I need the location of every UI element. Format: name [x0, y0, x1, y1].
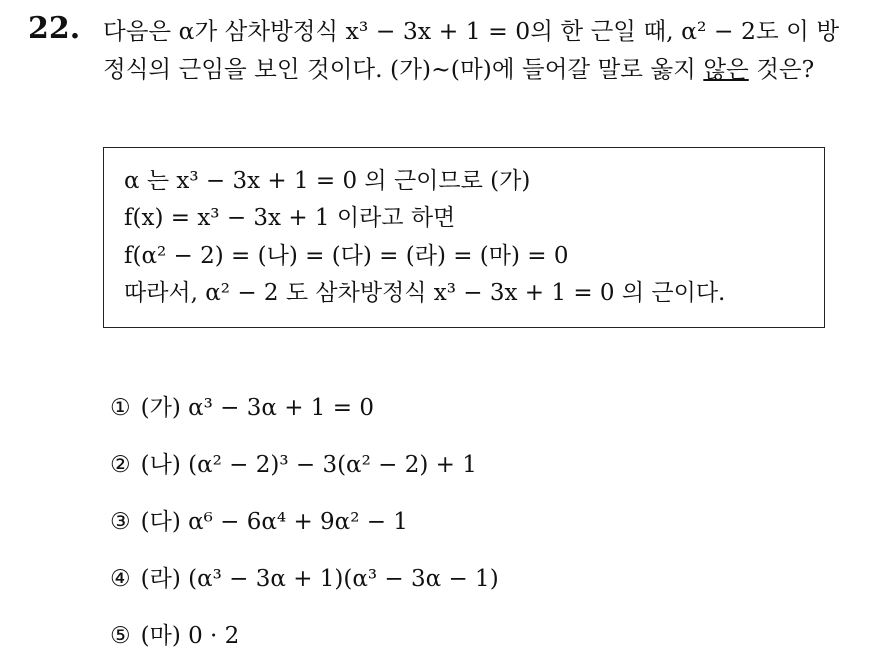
question-number: 22.: [28, 11, 81, 46]
question-text: [103, 12, 873, 88]
underlined-word: 않은: [703, 55, 749, 83]
choice-2-text: (나) (α² − 2)³ − 3(α² − 2) + 1: [140, 452, 477, 478]
choice-4-text: (라) (α³ − 3α + 1)(α³ − 3α − 1): [140, 566, 499, 592]
proof-line-4: 따라서, α² − 2 도 삼차방정식 x³ − 3x + 1 = 0 의 근이다.: [124, 280, 726, 306]
question-line-2-post: 것은?: [748, 55, 815, 83]
proof-box: [103, 147, 825, 328]
choice-1-mark: ①: [110, 395, 131, 421]
question-line-1: 다음은 α가 삼차방정식 x³ − 3x + 1 = 0의 한 근일 때, α² − 2도 이 방: [103, 17, 840, 45]
choice-2-mark: ②: [110, 452, 131, 478]
proof-line-3: f(α² − 2) = (나) = (다) = (라) = (마) = 0: [124, 243, 569, 269]
choice-1[interactable]: [110, 393, 374, 423]
question-line-2: [103, 50, 873, 88]
choice-3[interactable]: [110, 507, 408, 537]
choice-5-text: (마) 0 · 2: [140, 623, 240, 649]
choice-1-text: (가) α³ − 3α + 1 = 0: [140, 395, 374, 421]
choice-5[interactable]: [110, 621, 239, 651]
choice-5-mark: ⑤: [110, 623, 131, 649]
choice-3-mark: ③: [110, 509, 131, 535]
question-line-2-pre: 정식의 근임을 보인 것이다. (가)~(마)에 들어갈 말로 옳지: [103, 55, 704, 83]
choice-2[interactable]: [110, 450, 477, 480]
choice-3-text: (다) α⁶ − 6α⁴ + 9α² − 1: [140, 509, 408, 535]
choice-4-mark: ④: [110, 566, 131, 592]
choice-4[interactable]: [110, 564, 499, 594]
proof-line-1: α 는 x³ − 3x + 1 = 0 의 근이므로 (가): [124, 168, 531, 194]
proof-line-2: f(x) = x³ − 3x + 1 이라고 하면: [124, 205, 456, 231]
